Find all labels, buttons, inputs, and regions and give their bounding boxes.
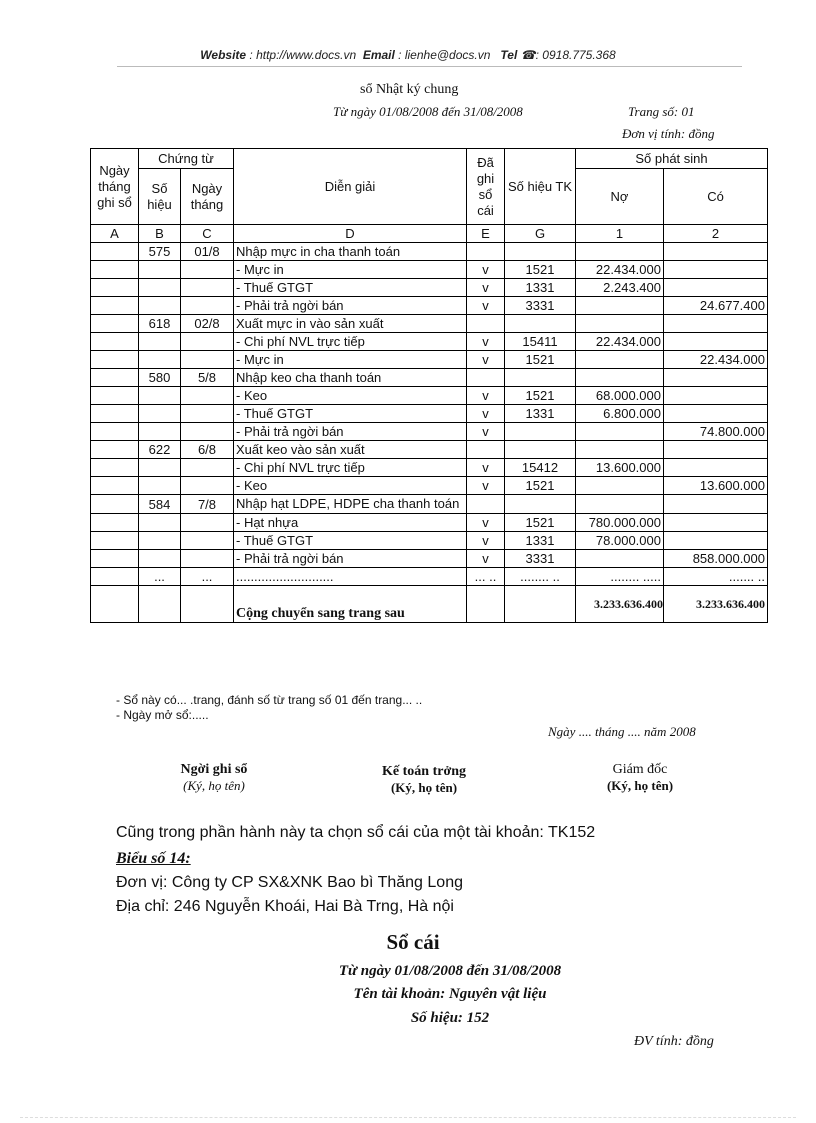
note-open-date: - Ngày mở sổ:..... xyxy=(116,708,209,722)
row-description: - Chi phí NVL trực tiếp xyxy=(234,333,467,351)
code-cell: C xyxy=(181,225,234,243)
signature-chief-accountant xyxy=(344,764,504,796)
row-date xyxy=(91,568,139,586)
row-date xyxy=(91,550,139,568)
row-credit xyxy=(664,279,768,297)
ledger-account-no: Số hiệu: 152 xyxy=(410,1010,490,1026)
row-description: - Mực in xyxy=(234,261,467,279)
row-description: - Thuế GTGT xyxy=(234,532,467,550)
row-credit xyxy=(664,243,768,261)
journal-row xyxy=(91,405,768,423)
row-posted: v xyxy=(467,261,505,279)
row-posted: v xyxy=(467,351,505,369)
row-date xyxy=(91,441,139,459)
signature-hint: (Ký, họ tên) xyxy=(390,780,458,795)
row-credit xyxy=(664,369,768,387)
row-voucher-date xyxy=(181,261,234,279)
row-credit: 858.000.000 xyxy=(664,550,768,568)
row-voucher-no xyxy=(139,514,181,532)
journal-date-range: Từ ngày 01/08/2008 đến 31/08/2008 xyxy=(333,104,523,119)
row-posted xyxy=(467,441,505,459)
header-amount: Số phát sinh xyxy=(576,149,768,169)
row-date xyxy=(91,495,139,514)
journal-row xyxy=(91,279,768,297)
total-empty xyxy=(139,586,181,623)
footer-divider xyxy=(20,1117,796,1118)
row-description: - Phải trả ngời bán xyxy=(234,423,467,441)
journal-row xyxy=(91,333,768,351)
row-date xyxy=(91,459,139,477)
signature-director xyxy=(560,762,720,794)
row-posted: v xyxy=(467,333,505,351)
row-voucher-date xyxy=(181,333,234,351)
tel-label: Tel xyxy=(500,48,518,62)
row-voucher-no xyxy=(139,532,181,550)
row-posted: v xyxy=(467,297,505,315)
code-cell: D xyxy=(234,225,467,243)
signature-hint: (Ký, họ tên) xyxy=(606,778,674,793)
row-credit xyxy=(664,333,768,351)
row-account: 3331 xyxy=(505,550,576,568)
row-posted: v xyxy=(467,550,505,568)
sign-date-line: Ngày .... tháng .... năm 2008 xyxy=(548,724,696,739)
header-credit: Có xyxy=(664,169,768,225)
row-credit xyxy=(664,459,768,477)
row-credit xyxy=(664,532,768,550)
journal-row xyxy=(91,243,768,261)
row-posted: v xyxy=(467,387,505,405)
row-voucher-date: ... xyxy=(181,568,234,586)
journal-row xyxy=(91,297,768,315)
row-debit xyxy=(576,369,664,387)
journal-row xyxy=(91,477,768,495)
row-date xyxy=(91,532,139,550)
row-posted: v xyxy=(467,477,505,495)
row-account: 1331 xyxy=(505,279,576,297)
row-voucher-no xyxy=(139,459,181,477)
row-voucher-no xyxy=(139,550,181,568)
row-voucher-date: 7/8 xyxy=(181,495,234,514)
row-posted xyxy=(467,495,505,514)
row-date xyxy=(91,261,139,279)
journal-row xyxy=(91,423,768,441)
row-voucher-date: 5/8 xyxy=(181,369,234,387)
row-account: 1521 xyxy=(505,514,576,532)
row-debit xyxy=(576,495,664,514)
row-description: ........................... xyxy=(234,568,467,586)
row-date xyxy=(91,333,139,351)
row-account: 15412 xyxy=(505,459,576,477)
row-credit: 74.800.000 xyxy=(664,423,768,441)
row-account: 1521 xyxy=(505,261,576,279)
row-credit xyxy=(664,495,768,514)
row-posted: v xyxy=(467,459,505,477)
row-voucher-date xyxy=(181,405,234,423)
journal-unit: Đơn vị tính: đồng xyxy=(622,126,715,141)
row-description: Xuất mực in vào sản xuất xyxy=(234,315,467,333)
row-debit xyxy=(576,315,664,333)
signature-role: Ngời ghi sổ xyxy=(180,762,248,777)
journal-row xyxy=(91,495,768,514)
row-posted xyxy=(467,243,505,261)
row-voucher-date: 6/8 xyxy=(181,441,234,459)
row-voucher-no xyxy=(139,261,181,279)
row-description: - Thuế GTGT xyxy=(234,279,467,297)
header-account: Số hiệu TK xyxy=(505,149,576,225)
row-voucher-no: 575 xyxy=(139,243,181,261)
journal-row xyxy=(91,441,768,459)
row-account xyxy=(505,423,576,441)
row-account xyxy=(505,243,576,261)
row-date xyxy=(91,297,139,315)
row-debit xyxy=(576,351,664,369)
total-debit: 3.233.636.400 xyxy=(576,586,664,623)
row-credit xyxy=(664,261,768,279)
row-debit xyxy=(576,441,664,459)
row-voucher-date xyxy=(181,514,234,532)
row-voucher-no xyxy=(139,477,181,495)
header-date: Ngày tháng ghi sổ xyxy=(91,149,139,225)
row-account: 15411 xyxy=(505,333,576,351)
row-voucher-no: 580 xyxy=(139,369,181,387)
journal-row xyxy=(91,514,768,532)
row-credit xyxy=(664,441,768,459)
row-account xyxy=(505,369,576,387)
total-credit: 3.233.636.400 xyxy=(664,586,768,623)
journal-row xyxy=(91,351,768,369)
row-account: 1331 xyxy=(505,532,576,550)
row-voucher-date: 01/8 xyxy=(181,243,234,261)
row-debit xyxy=(576,243,664,261)
code-cell: G xyxy=(505,225,576,243)
page-header xyxy=(0,48,816,62)
row-voucher-date xyxy=(181,459,234,477)
row-voucher-date xyxy=(181,477,234,495)
row-account: ........ .. xyxy=(505,568,576,586)
total-empty xyxy=(467,586,505,623)
row-date xyxy=(91,279,139,297)
row-voucher-date xyxy=(181,351,234,369)
row-voucher-no xyxy=(139,351,181,369)
row-date xyxy=(91,243,139,261)
form-label: Biểu số 14: xyxy=(116,850,191,867)
row-debit: 78.000.000 xyxy=(576,532,664,550)
ledger-title: Sổ cái xyxy=(386,930,440,954)
row-voucher-no xyxy=(139,387,181,405)
journal-row xyxy=(91,261,768,279)
header-debit: Nợ xyxy=(576,169,664,225)
ledger-date-range: Từ ngày 01/08/2008 đến 31/08/2008 xyxy=(338,963,562,979)
row-debit: 22.434.000 xyxy=(576,261,664,279)
journal-row xyxy=(91,369,768,387)
row-description: - Mực in xyxy=(234,351,467,369)
header-posted: Đã ghi sổ cái xyxy=(467,149,505,225)
row-date xyxy=(91,369,139,387)
row-posted: v xyxy=(467,405,505,423)
row-date xyxy=(91,387,139,405)
total-label: Cộng chuyển sang trang sau xyxy=(234,586,467,623)
header-voucher-no: Số hiệu xyxy=(139,169,181,225)
row-debit: 2.243.400 xyxy=(576,279,664,297)
row-credit: 24.677.400 xyxy=(664,297,768,315)
row-posted: v xyxy=(467,423,505,441)
row-voucher-no: 618 xyxy=(139,315,181,333)
row-debit: ........ ..... xyxy=(576,568,664,586)
journal-row xyxy=(91,315,768,333)
row-description: Nhập hạt LDPE, HDPE cha thanh toán xyxy=(234,495,467,514)
row-account: 1521 xyxy=(505,351,576,369)
row-voucher-date xyxy=(181,550,234,568)
row-voucher-no: 584 xyxy=(139,495,181,514)
row-date xyxy=(91,514,139,532)
row-description: - Chi phí NVL trực tiếp xyxy=(234,459,467,477)
row-debit: 68.000.000 xyxy=(576,387,664,405)
tel-value: : 0918.775.368 xyxy=(535,48,616,62)
row-voucher-date xyxy=(181,532,234,550)
row-date xyxy=(91,477,139,495)
row-voucher-date xyxy=(181,297,234,315)
journal-table xyxy=(90,148,768,623)
code-cell: A xyxy=(91,225,139,243)
journal-row xyxy=(91,387,768,405)
row-voucher-no xyxy=(139,423,181,441)
row-credit xyxy=(664,387,768,405)
row-voucher-date xyxy=(181,279,234,297)
journal-body xyxy=(91,225,768,586)
ledger-unit: ĐV tính: đồng xyxy=(634,1034,714,1049)
code-cell: 2 xyxy=(664,225,768,243)
signature-bookkeeper xyxy=(134,762,294,794)
row-date xyxy=(91,423,139,441)
row-description: - Phải trả ngời bán xyxy=(234,550,467,568)
journal-page-number: Trang số: 01 xyxy=(628,104,695,119)
signature-role: Giám đốc xyxy=(612,762,668,777)
row-posted: v xyxy=(467,279,505,297)
row-account: 1521 xyxy=(505,477,576,495)
row-account: 1331 xyxy=(505,405,576,423)
email-value[interactable]: : lienhe@docs.vn xyxy=(398,48,491,62)
row-debit xyxy=(576,477,664,495)
header-description: Diễn giải xyxy=(234,149,467,225)
row-voucher-no xyxy=(139,333,181,351)
row-voucher-no xyxy=(139,405,181,423)
row-description: Xuất keo vào sản xuất xyxy=(234,441,467,459)
row-credit: ....... .. xyxy=(664,568,768,586)
note-pages: - Sổ này có... .trang, đánh số từ trang số 01 đến trang... .. xyxy=(116,693,423,707)
row-debit: 22.434.000 xyxy=(576,333,664,351)
journal-title: sổ Nhật ký chung xyxy=(360,82,459,97)
row-voucher-no: 622 xyxy=(139,441,181,459)
total-empty xyxy=(505,586,576,623)
row-debit xyxy=(576,423,664,441)
row-credit xyxy=(664,315,768,333)
row-account: 1521 xyxy=(505,387,576,405)
company-address: Địa chỉ: 246 Nguyễn Khoái, Hai Bà Trng, Hà nội xyxy=(116,898,454,915)
row-debit: 13.600.000 xyxy=(576,459,664,477)
row-debit: 6.800.000 xyxy=(576,405,664,423)
journal-row xyxy=(91,459,768,477)
row-credit: 13.600.000 xyxy=(664,477,768,495)
row-posted: v xyxy=(467,532,505,550)
row-voucher-no xyxy=(139,279,181,297)
row-description: - Hạt nhựa xyxy=(234,514,467,532)
code-row xyxy=(91,225,768,243)
header-voucher-date: Ngày tháng xyxy=(181,169,234,225)
row-debit xyxy=(576,550,664,568)
row-description: - Keo xyxy=(234,387,467,405)
row-description: - Phải trả ngời bán xyxy=(234,297,467,315)
row-credit: 22.434.000 xyxy=(664,351,768,369)
row-date xyxy=(91,405,139,423)
signature-hint: (Ký, họ tên) xyxy=(183,778,245,793)
row-description: - Thuế GTGT xyxy=(234,405,467,423)
row-voucher-no xyxy=(139,297,181,315)
row-account: 3331 xyxy=(505,297,576,315)
journal-row xyxy=(91,568,768,586)
total-empty xyxy=(91,586,139,623)
row-voucher-date: 02/8 xyxy=(181,315,234,333)
code-cell: B xyxy=(139,225,181,243)
row-account xyxy=(505,315,576,333)
header-divider xyxy=(117,66,742,67)
row-credit xyxy=(664,405,768,423)
website-value[interactable]: : http://www.docs.vn xyxy=(249,48,357,62)
row-posted xyxy=(467,315,505,333)
code-cell: E xyxy=(467,225,505,243)
row-description: Nhập mực in cha thanh toán xyxy=(234,243,467,261)
code-cell: 1 xyxy=(576,225,664,243)
row-date xyxy=(91,315,139,333)
total-row xyxy=(91,586,768,623)
row-voucher-date xyxy=(181,423,234,441)
row-posted xyxy=(467,369,505,387)
total-empty xyxy=(181,586,234,623)
row-credit xyxy=(664,514,768,532)
website-label: Website xyxy=(200,48,247,62)
row-posted: ... .. xyxy=(467,568,505,586)
phone-icon: ☎ xyxy=(520,48,536,62)
company-name: Đơn vị: Công ty CP SX&XNK Bao bì Thăng Long xyxy=(116,874,463,891)
row-debit xyxy=(576,297,664,315)
journal-row xyxy=(91,550,768,568)
row-voucher-no: ... xyxy=(139,568,181,586)
row-description: - Keo xyxy=(234,477,467,495)
header-voucher: Chứng từ xyxy=(139,149,234,169)
row-voucher-date xyxy=(181,387,234,405)
journal-row xyxy=(91,532,768,550)
ledger-account-name: Tên tài khoản: Nguyên vật liệu xyxy=(353,986,547,1002)
row-debit: 780.000.000 xyxy=(576,514,664,532)
email-label: Email xyxy=(362,48,395,62)
row-account xyxy=(505,495,576,514)
signature-role: Kế toán trởng xyxy=(382,764,466,779)
row-date xyxy=(91,351,139,369)
row-posted: v xyxy=(467,514,505,532)
row-description: Nhập keo cha thanh toán xyxy=(234,369,467,387)
ledger-intro: Cũng trong phần hành này ta chọn sổ cái của một tài khoản: TK152 xyxy=(116,824,596,841)
row-account xyxy=(505,441,576,459)
